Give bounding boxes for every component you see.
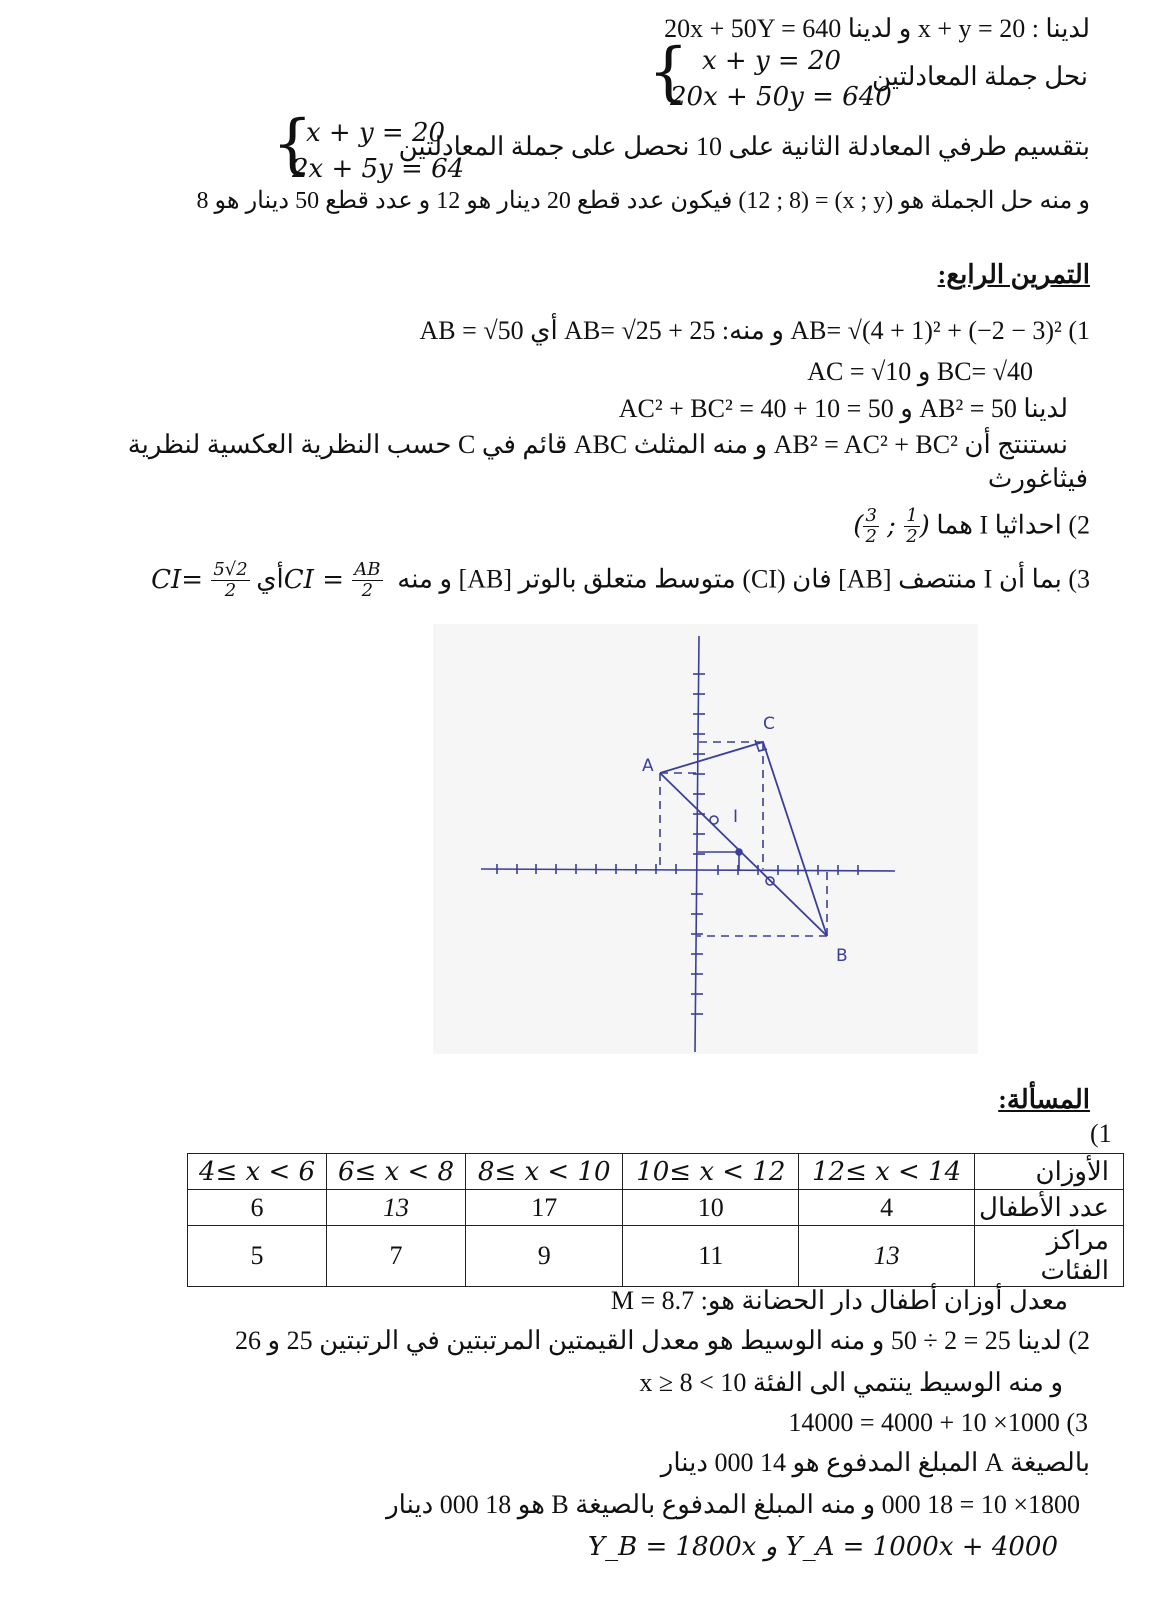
center-cell: 13 (799, 1226, 975, 1287)
midpoint-mark-1 (710, 816, 718, 824)
ex4-q1-squares: لدينا AB² = 50 و AC² + BC² = 40 + 10 = 50 (618, 394, 1068, 423)
triangle-figure (433, 624, 978, 1054)
row-label-centers: مراكز الفئات (975, 1226, 1124, 1287)
y-axis (695, 636, 699, 1052)
ex4-q3-or: أي (256, 564, 284, 594)
label-c: C (763, 714, 775, 734)
problem-q1: (1 (1090, 1119, 1112, 1148)
ex4-q1-pythagoras: فيثاغورث (987, 464, 1088, 493)
ex4-q3-ci-ab: CI = $\frac{AB}{2}$ (283, 559, 381, 601)
ex3-solve-system-label: نحل جملة المعادلتين (872, 62, 1088, 91)
count-cell: 4 (799, 1190, 975, 1226)
ex3-system-2-eq-2: 2x + 5y = 64 (292, 154, 465, 184)
center-cell: 7 (327, 1226, 466, 1287)
center-cell: 9 (466, 1226, 623, 1287)
table-row-centers (188, 1226, 1124, 1287)
ex4-q1-bc-ac: BC= √40 و AC = √10 (807, 357, 1033, 386)
label-i: I (733, 807, 739, 827)
ex4-q1-ab: 1) AB= √(4 + 1)² + (−2 − 3)² و منه: AB= √25 + 25 أي AB = √50 (419, 316, 1090, 345)
class-cell: 12≤ x < 14 (799, 1154, 975, 1190)
problem-q3-amount-a: بالصيغة A المبلغ المدفوع هو 14 000 دينار (660, 1448, 1090, 1477)
ex3-conclusion: و منه حل الجملة هو (x ; y) = (12 ; 8) فيكون عدد قطع 20 دينار هو 12 و عدد قطع 50 دينار هو 8 (196, 188, 1090, 214)
problem-q3-amount-b: 1800× 10 = 18 000 و منه المبلغ المدفوع بالصيغة B هو 18 000 دينار (386, 1490, 1080, 1519)
class-cell: 8≤ x < 10 (466, 1154, 623, 1190)
center-cell: 11 (623, 1226, 799, 1287)
problem-title: المسألة: (998, 1085, 1090, 1114)
class-cell: 4≤ x < 6 (188, 1154, 327, 1190)
projection-lines (660, 742, 827, 936)
ex3-line-1: لدينا : x + y = 20 و لدينا 20x + 50Y = 640 (664, 14, 1090, 43)
point-i (736, 849, 742, 855)
x-axis (481, 869, 895, 871)
ex4-q2-frac-y: $\frac{1}{2}$ (906, 505, 918, 547)
ex4-q3-frac-value: $\frac{5√2}{2}$ (213, 559, 248, 601)
label-b: B (836, 946, 848, 966)
table-row-classes (188, 1154, 1124, 1190)
ex4-q2-frac-x: $\frac{3}{2}$ (865, 505, 877, 547)
ex4-q2-label: 2) احداثيا I هما (936, 510, 1090, 540)
ex4-title: التمرين الرابع: (937, 260, 1090, 289)
ex4-q3 (151, 560, 1090, 601)
center-cell: 5 (188, 1226, 327, 1287)
ex4-q3-ci-value: CI= $\frac{5√2}{2}$ (151, 559, 248, 601)
label-a: A (642, 756, 654, 776)
class-cell: 10≤ x < 12 (623, 1154, 799, 1190)
table-row-counts (188, 1190, 1124, 1226)
weights-table (187, 1153, 1124, 1287)
problem-q3-calc-a: 3) 1000× 10 + 4000 = 14000 (788, 1408, 1088, 1437)
ex4-q2-coords: ( $\frac{3}{2}$ ; $\frac{1}{2}$) (853, 505, 930, 547)
count-cell: 10 (623, 1190, 799, 1226)
ex4-q3-frac-ab: $\frac{AB}{2}$ (354, 559, 381, 601)
ex3-divide-line: بتقسيم طرفي المعادلة الثانية على 10 نحصل على جملة المعادلتين (398, 132, 1090, 161)
ex4-q3-text: 3) بما أن I منتصف [AB] فان (CI) متوسط متعلق بالوتر [AB] و منه (397, 564, 1090, 594)
ex3-system-1-eq-1: x + y = 20 (702, 46, 842, 76)
ex3-system-2-eq-1: x + y = 20 (306, 118, 446, 148)
problem-mean: معدل أوزان أطفال دار الحضانة هو: M = 8.7 (610, 1286, 1068, 1315)
ex3-system-1-eq-2: 20x + 50y = 640 (670, 82, 892, 112)
count-cell: 6 (188, 1190, 327, 1226)
problem-q2-median: 2) لدينا 25 = 2 ÷ 50 و منه الوسيط هو معدل القيمتين المرتبتين في الرتبتين 25 و 26 (235, 1326, 1090, 1355)
ex4-q1-conclusion: نستنتج أن AB² = AC² + BC² و منه المثلث ABC قائم في C حسب النظرية العكسية لنظرية (127, 430, 1068, 459)
row-label-weights: الأوزان (975, 1154, 1124, 1190)
ex4-q2 (853, 506, 1090, 547)
triangle-figure-svg (433, 624, 978, 1054)
problem-q3-functions: Y_A = 1000x + 4000 و Y_B = 1800x (587, 1532, 1058, 1562)
count-cell: 13 (327, 1190, 466, 1226)
row-label-children: عدد الأطفال (975, 1190, 1124, 1226)
count-cell: 17 (466, 1190, 623, 1226)
problem-q2-class: و منه الوسيط ينتمي الى الفئة 10 > x ≥ 8 (639, 1368, 1063, 1397)
class-cell: 6≤ x < 8 (327, 1154, 466, 1190)
triangle-abc (660, 742, 827, 936)
